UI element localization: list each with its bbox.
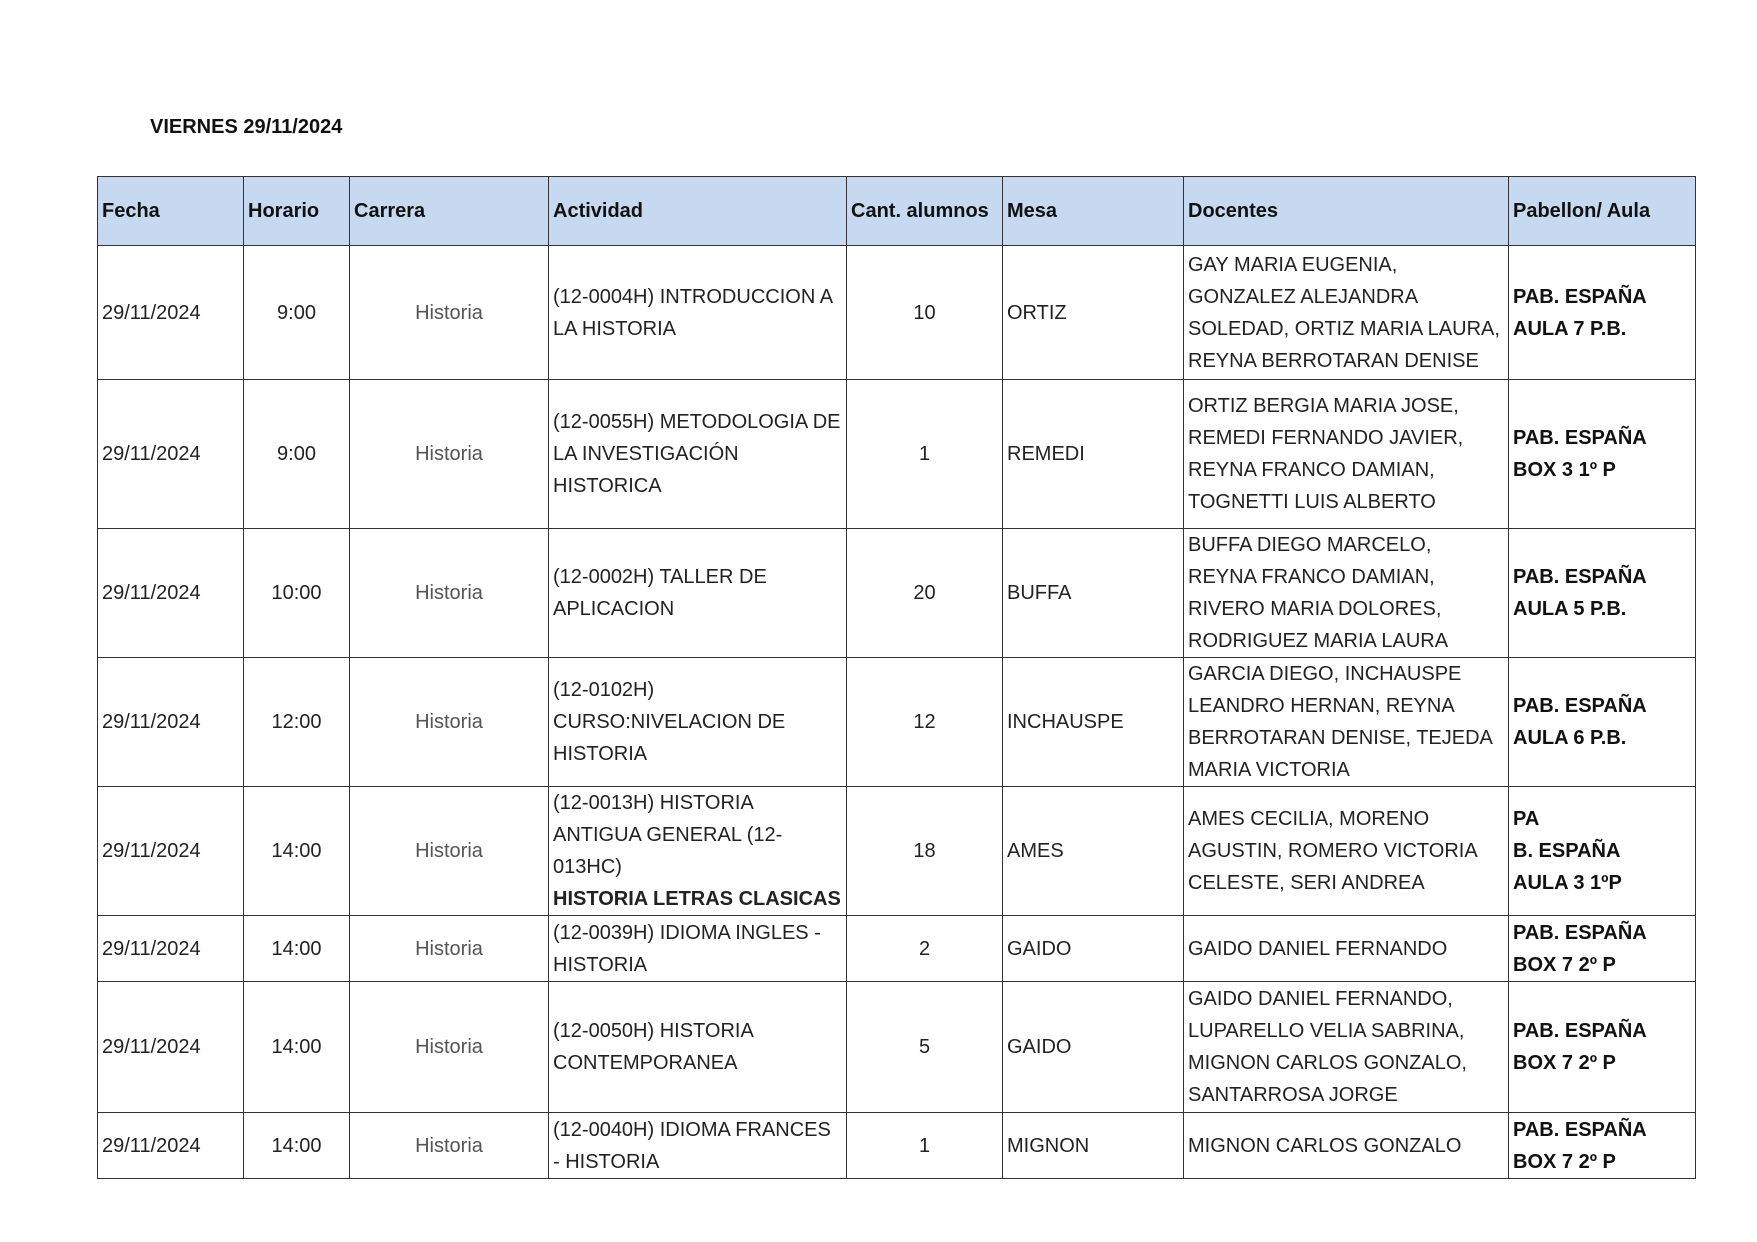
table-row [98,916,1696,982]
cell-docentes: GARCIA DIEGO, INCHAUSPE LEANDRO HERNAN, REYNA BERROTARAN DENISE, TEJEDA MARIA VICTORIA [1184,658,1509,787]
header-cant-alumnos: Cant. alumnos [847,177,1003,246]
cell-mesa: AMES [1003,787,1184,916]
cell-actividad [549,787,847,916]
aula-line: BOX 7 2º P [1513,1150,1616,1173]
cell-carrera: Historia [350,529,549,658]
cell-docentes: MIGNON CARLOS GONZALO [1184,1113,1509,1179]
cell-fecha: 29/11/2024 [98,1113,244,1179]
cell-cant-alumnos: 20 [847,529,1003,658]
cell-pabellon-aula [1509,529,1696,658]
pabellon-line: PAB. ESPAÑA [1513,1020,1647,1042]
cell-cant-alumnos: 5 [847,982,1003,1113]
cell-cant-alumnos: 2 [847,916,1003,982]
cell-fecha: 29/11/2024 [98,787,244,916]
table-row [98,1113,1696,1179]
cell-horario: 9:00 [244,246,350,380]
cell-pabellon-aula [1509,658,1696,787]
cell-fecha: 29/11/2024 [98,529,244,658]
cell-horario: 12:00 [244,658,350,787]
cell-mesa: ORTIZ [1003,246,1184,380]
cell-carrera: Historia [350,787,549,916]
pabellon-line: PAB. ESPAÑA [1513,285,1647,308]
cell-actividad: (12-0050H) HISTORIA CONTEMPORANEA [549,982,847,1113]
aula-line: AULA 6 P.B. [1513,727,1627,749]
header-mesa: Mesa [1003,177,1184,246]
cell-actividad: (12-0055H) METODOLOGIA DE LA INVESTIGACIÓN HISTORICA [549,380,847,529]
cell-horario: 14:00 [244,1113,350,1179]
table-row [98,529,1696,658]
cell-horario: 9:00 [244,380,350,529]
cell-fecha: 29/11/2024 [98,246,244,380]
cell-fecha: 29/11/2024 [98,982,244,1113]
aula-line: BOX 3 1º P [1513,459,1616,481]
table-row [98,982,1696,1113]
actividad-extra-line: HISTORIA LETRAS CLASICAS [553,888,841,910]
header-pabellon-aula: Pabellon/ Aula [1509,177,1696,246]
cell-mesa: INCHAUSPE [1003,658,1184,787]
cell-actividad: (12-0040H) IDIOMA FRANCES - HISTORIA [549,1113,847,1179]
cell-carrera: Historia [350,916,549,982]
header-row [98,177,1696,246]
cell-mesa: REMEDI [1003,380,1184,529]
pabellon-line: PAB. ESPAÑA [1513,695,1647,717]
page-title: VIERNES 29/11/2024 [150,116,343,138]
cell-cant-alumnos: 10 [847,246,1003,380]
aula-line: AULA 7 P.B. [1513,317,1627,340]
pabellon-line: PAB. ESPAÑA [1513,921,1647,944]
cell-docentes: BUFFA DIEGO MARCELO, REYNA FRANCO DAMIAN, RIVERO MARIA DOLORES, RODRIGUEZ MARIA LAURA [1184,529,1509,658]
table-row [98,787,1696,916]
cell-pabellon-aula [1509,916,1696,982]
cell-docentes: AMES CECILIA, MORENO AGUSTIN, ROMERO VICTORIA CELESTE, SERI ANDREA [1184,787,1509,916]
cell-docentes: GAIDO DANIEL FERNANDO, LUPARELLO VELIA SABRINA, MIGNON CARLOS GONZALO, SANTARROSA JORGE [1184,982,1509,1113]
cell-carrera: Historia [350,658,549,787]
cell-mesa: GAIDO [1003,916,1184,982]
header-docentes: Docentes [1184,177,1509,246]
cell-mesa: GAIDO [1003,982,1184,1113]
cell-carrera: Historia [350,246,549,380]
cell-horario: 14:00 [244,982,350,1113]
pabellon-line: PAB. ESPAÑA [1513,1118,1647,1141]
cell-pabellon-aula [1509,787,1696,916]
pabellon-line: PAB. ESPAÑA [1513,566,1647,588]
cell-mesa: BUFFA [1003,529,1184,658]
cell-fecha: 29/11/2024 [98,658,244,787]
cell-pabellon-aula [1509,982,1696,1113]
table-row [98,658,1696,787]
header-horario: Horario [244,177,350,246]
cell-mesa: MIGNON [1003,1113,1184,1179]
table-row [98,246,1696,380]
header-actividad: Actividad [549,177,847,246]
table-row [98,380,1696,529]
cell-horario: 10:00 [244,529,350,658]
cell-pabellon-aula [1509,1113,1696,1179]
cell-pabellon-aula [1509,246,1696,380]
cell-fecha: 29/11/2024 [98,380,244,529]
header-carrera: Carrera [350,177,549,246]
cell-carrera: Historia [350,380,549,529]
cell-docentes: GAY MARIA EUGENIA, GONZALEZ ALEJANDRA SOLEDAD, ORTIZ MARIA LAURA, REYNA BERROTARAN DENISE [1184,246,1509,380]
cell-actividad: (12-0004H) INTRODUCCION A LA HISTORIA [549,246,847,380]
cell-carrera: Historia [350,1113,549,1179]
cell-actividad: (12-0102H) CURSO:NIVELACION DE HISTORIA [549,658,847,787]
cell-horario: 14:00 [244,916,350,982]
cell-cant-alumnos: 12 [847,658,1003,787]
aula-line: BOX 7 2º P [1513,953,1616,976]
cell-fecha: 29/11/2024 [98,916,244,982]
cell-carrera: Historia [350,982,549,1113]
cell-cant-alumnos: 1 [847,380,1003,529]
cell-docentes: ORTIZ BERGIA MARIA JOSE, REMEDI FERNANDO JAVIER, REYNA FRANCO DAMIAN, TOGNETTI LUIS ALBERTO [1184,380,1509,529]
exam-schedule-table [97,176,1696,1179]
pabellon-line: PAB. ESPAÑA [1513,427,1647,449]
cell-horario: 14:00 [244,787,350,916]
cell-pabellon-aula [1509,380,1696,529]
cell-actividad: (12-0002H) TALLER DE APLICACION [549,529,847,658]
aula-line: BOX 7 2º P [1513,1052,1616,1074]
aula-line: AULA 5 P.B. [1513,598,1627,620]
cell-docentes: GAIDO DANIEL FERNANDO [1184,916,1509,982]
cell-actividad: (12-0039H) IDIOMA INGLES - HISTORIA [549,916,847,982]
actividad-line: (12-0013H) HISTORIA ANTIGUA GENERAL (12-013HC) [553,792,783,878]
pabellon-line: PA [1513,808,1540,830]
aula-line: AULA 3 1ºP [1513,872,1622,894]
cell-cant-alumnos: 18 [847,787,1003,916]
cell-cant-alumnos: 1 [847,1113,1003,1179]
pabellon-line-2: B. ESPAÑA [1513,840,1621,862]
header-fecha: Fecha [98,177,244,246]
